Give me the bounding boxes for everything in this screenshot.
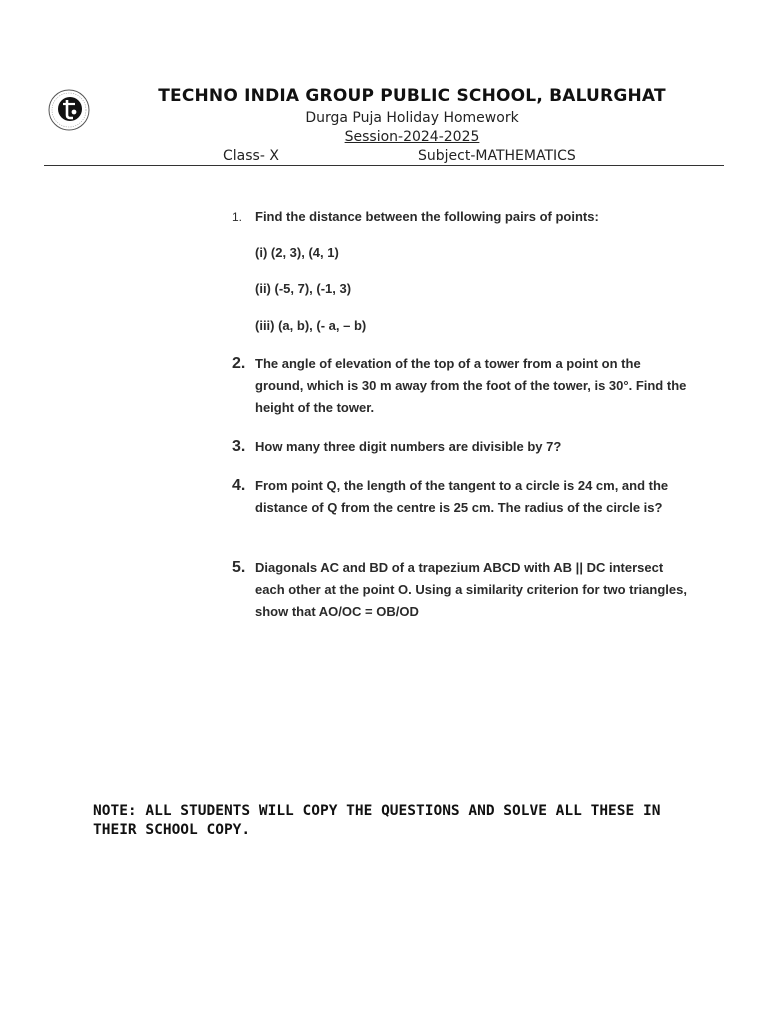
question-text: From point Q, the length of the tangent to a circle is 24 cm, and the distance of Q from the centre is 25 cm. The radius of the circle is? bbox=[255, 478, 669, 515]
question-3 bbox=[232, 436, 692, 458]
question-text: How many three digit numbers are divisible by 7? bbox=[255, 439, 562, 454]
question-2 bbox=[232, 353, 692, 419]
question-1 bbox=[232, 206, 692, 337]
question-text: Find the distance between the following pairs of points: bbox=[255, 209, 599, 224]
question-part: (iii) (a, b), (- a, – b) bbox=[255, 318, 367, 333]
question-number: 1. bbox=[232, 210, 243, 224]
techno-india-logo-icon bbox=[45, 88, 93, 132]
school-name: TECHNO INDIA GROUP PUBLIC SCHOOL, BALURGHAT bbox=[158, 86, 666, 106]
question-text: Diagonals AC and BD of a trapezium ABCD with AB || DC intersect each other at the point O. Using a similarity criterion for two triangles, show that AO/OC = OB/OD bbox=[255, 560, 687, 619]
question-4 bbox=[232, 475, 692, 519]
homework-title: Durga Puja Holiday Homework bbox=[305, 110, 519, 126]
question-5 bbox=[232, 557, 692, 623]
subject-label: Subject-MATHEMATICS bbox=[418, 148, 576, 164]
question-text: The angle of elevation of the top of a tower from a point on the ground, which is 30 m away from the foot of the tower, is 30°. Find the height of the tower. bbox=[255, 356, 687, 415]
question-number: 5. bbox=[232, 559, 246, 576]
question-part: (ii) (-5, 7), (-1, 3) bbox=[255, 281, 352, 296]
question-number: 2. bbox=[232, 355, 246, 372]
question-number: 3. bbox=[232, 438, 246, 455]
question-number: 4. bbox=[232, 477, 246, 494]
header-divider bbox=[44, 165, 724, 166]
session-text: Session-2024-2025 bbox=[344, 129, 480, 145]
question-part: (i) (2, 3), (4, 1) bbox=[255, 245, 339, 260]
note-text: NOTE: ALL STUDENTS WILL COPY THE QUESTIONS AND SOLVE ALL THESE IN THEIR SCHOOL COPY. bbox=[93, 803, 661, 838]
class-label: Class- X bbox=[223, 148, 279, 164]
session-label bbox=[100, 129, 724, 145]
